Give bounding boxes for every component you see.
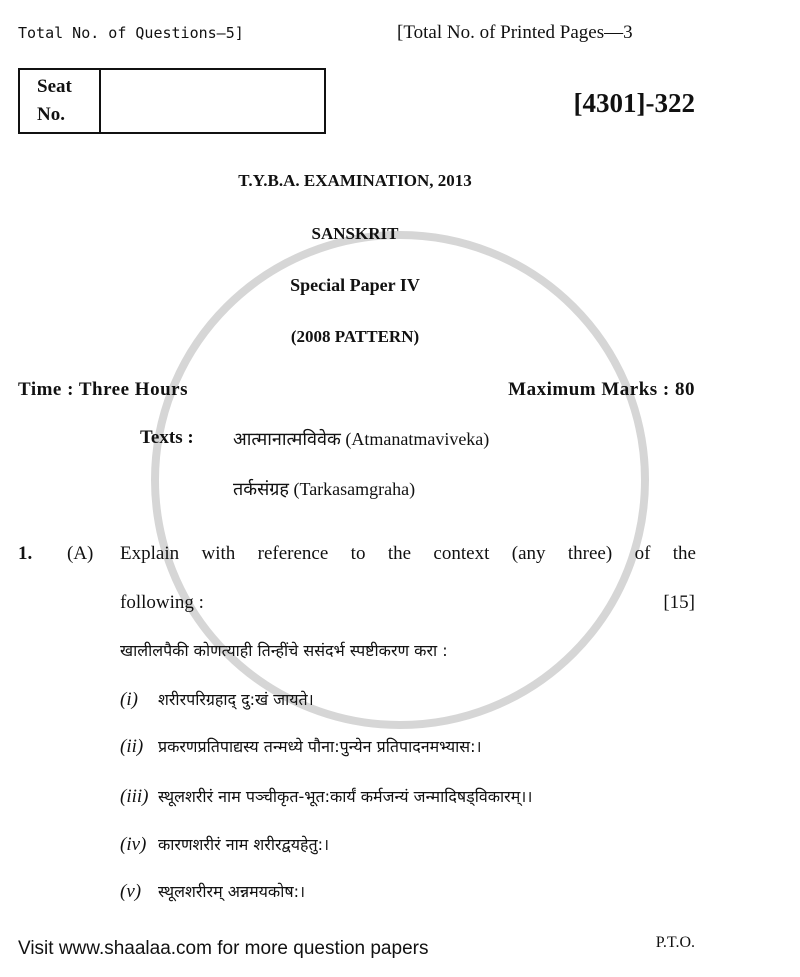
subject: SANSKRIT xyxy=(311,224,399,243)
pto: P.T.O. xyxy=(655,934,695,951)
seat-label-no: No. xyxy=(37,104,65,125)
max-marks: Maximum Marks : 80 xyxy=(508,379,695,400)
list-item xyxy=(120,735,482,758)
item-text: कारणशरीरं नाम शरीरद्वयहेतु:। xyxy=(158,835,330,854)
pattern: (2008 PATTERN) xyxy=(290,327,420,346)
footer-visit-link[interactable]: Visit www.shaalaa.com for more question papers xyxy=(18,938,429,959)
item-text: स्थूलशरीरं नाम पञ्चीकृत-भूत:कार्यं कर्मजन्यं जन्मादिषड्विकारम्।। xyxy=(158,787,533,806)
paper-name: Special Paper IV xyxy=(290,275,420,295)
seat-number-box[interactable] xyxy=(18,68,326,134)
seat-label: Seat xyxy=(37,76,72,97)
text-2: तर्कसंग्रह (Tarkasamgraha) xyxy=(233,479,416,499)
question-text: Explain with reference to the context (any three) of the xyxy=(120,543,696,564)
question-text-2: following : xyxy=(120,592,204,613)
texts-label: Texts : xyxy=(140,427,194,448)
item-text: शरीरपरिग्रहाद् दु:खं जायते। xyxy=(158,690,314,709)
total-questions: Total No. of Questions—5] xyxy=(18,24,244,42)
text-1: आत्मानात्मविवेक (Atmanatmaviveka) xyxy=(233,429,490,449)
question-part: (A) xyxy=(67,543,94,564)
marathi-instruction: खालीलपैकी कोणत्याही तिन्हींचे ससंदर्भ स्पष्टीकरण करा : xyxy=(120,641,448,660)
paper-code: [4301]-322 xyxy=(573,88,695,118)
exam-title: T.Y.B.A. EXAMINATION, 2013 xyxy=(238,171,472,190)
item-number: (i) xyxy=(120,689,138,710)
item-number: (iv) xyxy=(120,834,147,855)
list-item xyxy=(120,833,329,856)
item-number: (ii) xyxy=(120,736,144,757)
item-number: (v) xyxy=(120,881,142,902)
time: Time : Three Hours xyxy=(18,379,188,400)
list-item xyxy=(120,785,532,808)
list-item xyxy=(120,688,314,711)
list-item xyxy=(120,880,305,903)
question-marks: [15] xyxy=(663,592,695,613)
total-pages: [Total No. of Printed Pages—3 xyxy=(397,22,633,43)
question-number: 1. xyxy=(18,543,33,564)
item-number: (iii) xyxy=(120,786,149,807)
item-text: प्रकरणप्रतिपाद्यस्य तन्मध्ये पौना:पुन्येन प्रतिपादनमभ्यास:। xyxy=(158,737,482,756)
item-text: स्थूलशरीरम् अन्नमयकोष:। xyxy=(158,882,306,901)
